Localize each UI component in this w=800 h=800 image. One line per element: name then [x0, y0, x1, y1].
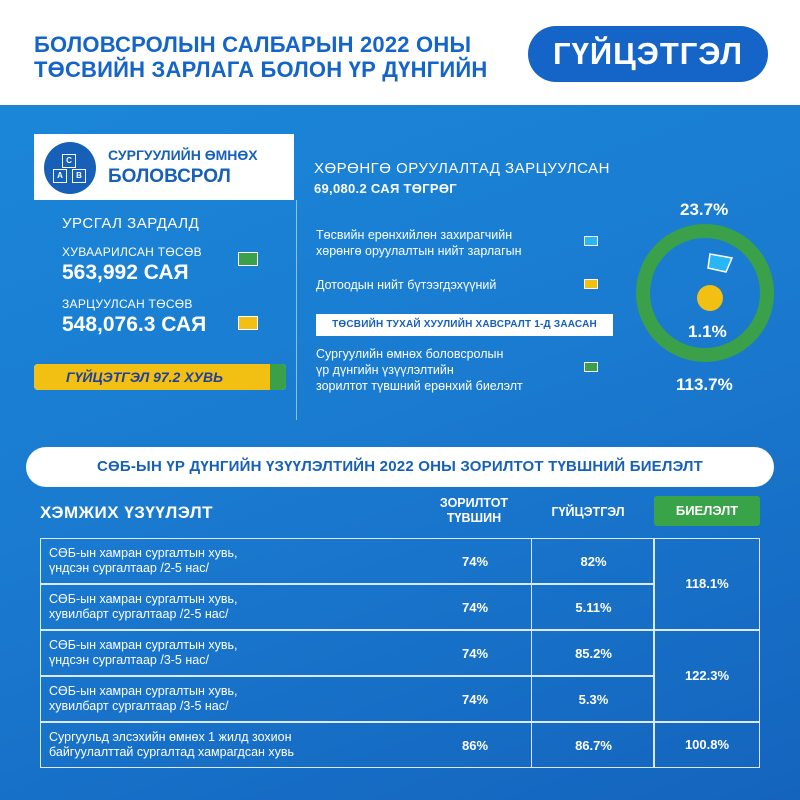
row-indicator [49, 684, 429, 714]
row-indicator-line-2: үндсэн сургалтаар /2-5 нас/ [49, 561, 209, 575]
title-line-2-b: ҮР [348, 57, 376, 82]
row-performance: 85.2% [531, 631, 655, 675]
divider [296, 200, 297, 420]
table-row [40, 630, 654, 676]
ring-blue-segment [708, 254, 732, 272]
page-title [34, 32, 514, 82]
title-line-2-c: ДҮНГИЙН [375, 57, 488, 82]
law-note: ТӨСВИЙН ТУХАЙ ХУУЛИЙН ХАВСРАЛТ 1-Д ЗААСАН [316, 314, 613, 336]
pct-budget-share: 23.7% [680, 200, 729, 219]
row-indicator-line-2: байгуулалттай сургалтад хамрагдсан хувь [49, 745, 295, 759]
row-indicator-line-1: Сургуульд элсэхийн өмнөх 1 жилд зохион [49, 730, 292, 744]
ring-chart [630, 218, 780, 368]
row-indicator [49, 546, 429, 576]
legend-target-line-2: үр дүнгийн үзүүлэлтийн [316, 363, 454, 377]
row-indicator [49, 638, 429, 668]
legend-target-line-3: зорилтот түвшний ерөнхий биелэлт [316, 379, 523, 393]
title-line-2 [34, 57, 514, 82]
result-cell: 122.3% [654, 630, 760, 722]
table-title-main: СӨБ-ЫН ҮР ДҮНГИЙН ҮЗҮҮЛЭЛТИЙН 2022 ОНЫ ЗОРИЛТОТ ТҮВШНИЙ [96, 458, 630, 475]
row-performance: 5.11% [531, 585, 655, 629]
result-cell: 100.8% [654, 722, 760, 768]
table-row [40, 584, 654, 630]
section-title-line-2: БОЛОВСРОЛ [108, 166, 231, 187]
row-indicator-line-1: СӨБ-ын хамран сургалтын хувь, [49, 684, 238, 698]
row-indicator-line-2: үндсэн сургалтаар /3-5 нас/ [49, 653, 209, 667]
row-performance: 5.3% [531, 677, 655, 721]
allocated-color-swatch [238, 252, 258, 266]
legend-target-line-1: Сургуулийн өмнөх боловсролын [316, 347, 504, 361]
row-indicator-line-1: СӨБ-ын хамран сургалтын хувь, [49, 638, 238, 652]
allocated-label: ХУВААРИЛСАН ТӨСӨВ [62, 245, 202, 259]
spent-label: ЗАРЦУУЛСАН ТӨСӨВ [62, 297, 193, 311]
performance-bar-remainder [270, 364, 286, 390]
header-indicator: ХЭМЖИХ ҮЗҮҮЛЭЛТ [40, 503, 214, 522]
row-performance: 86.7% [531, 723, 655, 767]
pct-target-performance: 113.7% [676, 375, 733, 394]
performance-bar-label: ГҮЙЦЭТГЭЛ 97.2 ХУВЬ [66, 369, 224, 385]
table-row [40, 676, 654, 722]
legend-swatch-budget [584, 236, 598, 246]
row-indicator [49, 592, 429, 622]
header-target [432, 496, 516, 526]
row-target: 74% [461, 600, 489, 615]
row-indicator-line-2: хувилбарт сургалтаар /3-5 нас/ [49, 699, 229, 713]
performance-badge: ГҮЙЦЭТГЭЛ [528, 26, 768, 82]
legend-item-gdp: Дотоодын нийт бүтээгдэхүүний [316, 278, 497, 292]
legend-item-budget-share [316, 227, 522, 259]
abc-blocks-icon [44, 142, 96, 194]
row-target: 74% [461, 646, 489, 661]
legend-budget-line-1: Төсвийн ерөнхийлөн захирагчийн [316, 228, 513, 242]
result-cell: 118.1% [654, 538, 760, 630]
legend-swatch-gdp [584, 279, 598, 289]
header-target-line-2: ТҮВШИН [446, 511, 502, 525]
header-performance: ГҮЙЦЭТГЭЛ [551, 505, 625, 519]
ring-gdp-dot [697, 285, 723, 311]
section-logo-box [34, 134, 294, 200]
capex-title: ХӨРӨНГӨ ОРУУЛАЛТАД ЗАРЦУУЛСАН [314, 160, 610, 177]
table-title-emphasis: БИЕЛЭЛТ [629, 458, 703, 475]
spent-value: 548,076.3 САЯ [62, 313, 207, 336]
row-target: 74% [461, 554, 489, 569]
row-indicator-line-1: СӨБ-ын хамран сургалтын хувь, [49, 546, 238, 560]
block-a: A [53, 169, 67, 183]
row-indicator-line-1: СӨБ-ын хамран сургалтын хувь, [49, 592, 238, 606]
block-b: B [72, 169, 86, 183]
performance-bar [34, 364, 286, 390]
header-result: БИЕЛЭЛТ [654, 496, 760, 526]
row-indicator-line-2: хувилбарт сургалтаар /2-5 нас/ [49, 607, 229, 621]
title-line-1: БОЛОВСРОЛЫН САЛБАРЫН 2022 ОНЫ [34, 32, 472, 57]
legend-budget-line-2: хөрөнгө оруулалтын нийт зарлагын [316, 244, 522, 258]
row-target: 74% [461, 692, 489, 707]
header [0, 0, 800, 105]
table-title [26, 447, 774, 487]
row-performance: 82% [531, 539, 655, 583]
legend-item-target-performance [316, 346, 523, 394]
section-title-line-1: СУРГУУЛИЙН ӨМНӨХ [108, 147, 258, 163]
pct-gdp-share: 1.1% [688, 322, 727, 341]
legend-swatch-target [584, 362, 598, 372]
table-row [40, 722, 654, 768]
capex-amount: 69,080.2 САЯ ТӨГРӨГ [314, 181, 457, 196]
allocated-value: 563,992 САЯ [62, 261, 189, 284]
table-row [40, 538, 654, 584]
title-line-2-a: ТӨСВИЙН ЗАРЛАГА БОЛОН [34, 57, 349, 82]
header-target-line-1: ЗОРИЛТОТ [439, 496, 509, 510]
current-expenses-title: УРСГАЛ ЗАРДАЛД [62, 215, 200, 232]
row-indicator [49, 730, 429, 760]
row-target: 86% [461, 738, 489, 753]
spent-color-swatch [238, 316, 258, 330]
block-c: C [62, 154, 76, 168]
